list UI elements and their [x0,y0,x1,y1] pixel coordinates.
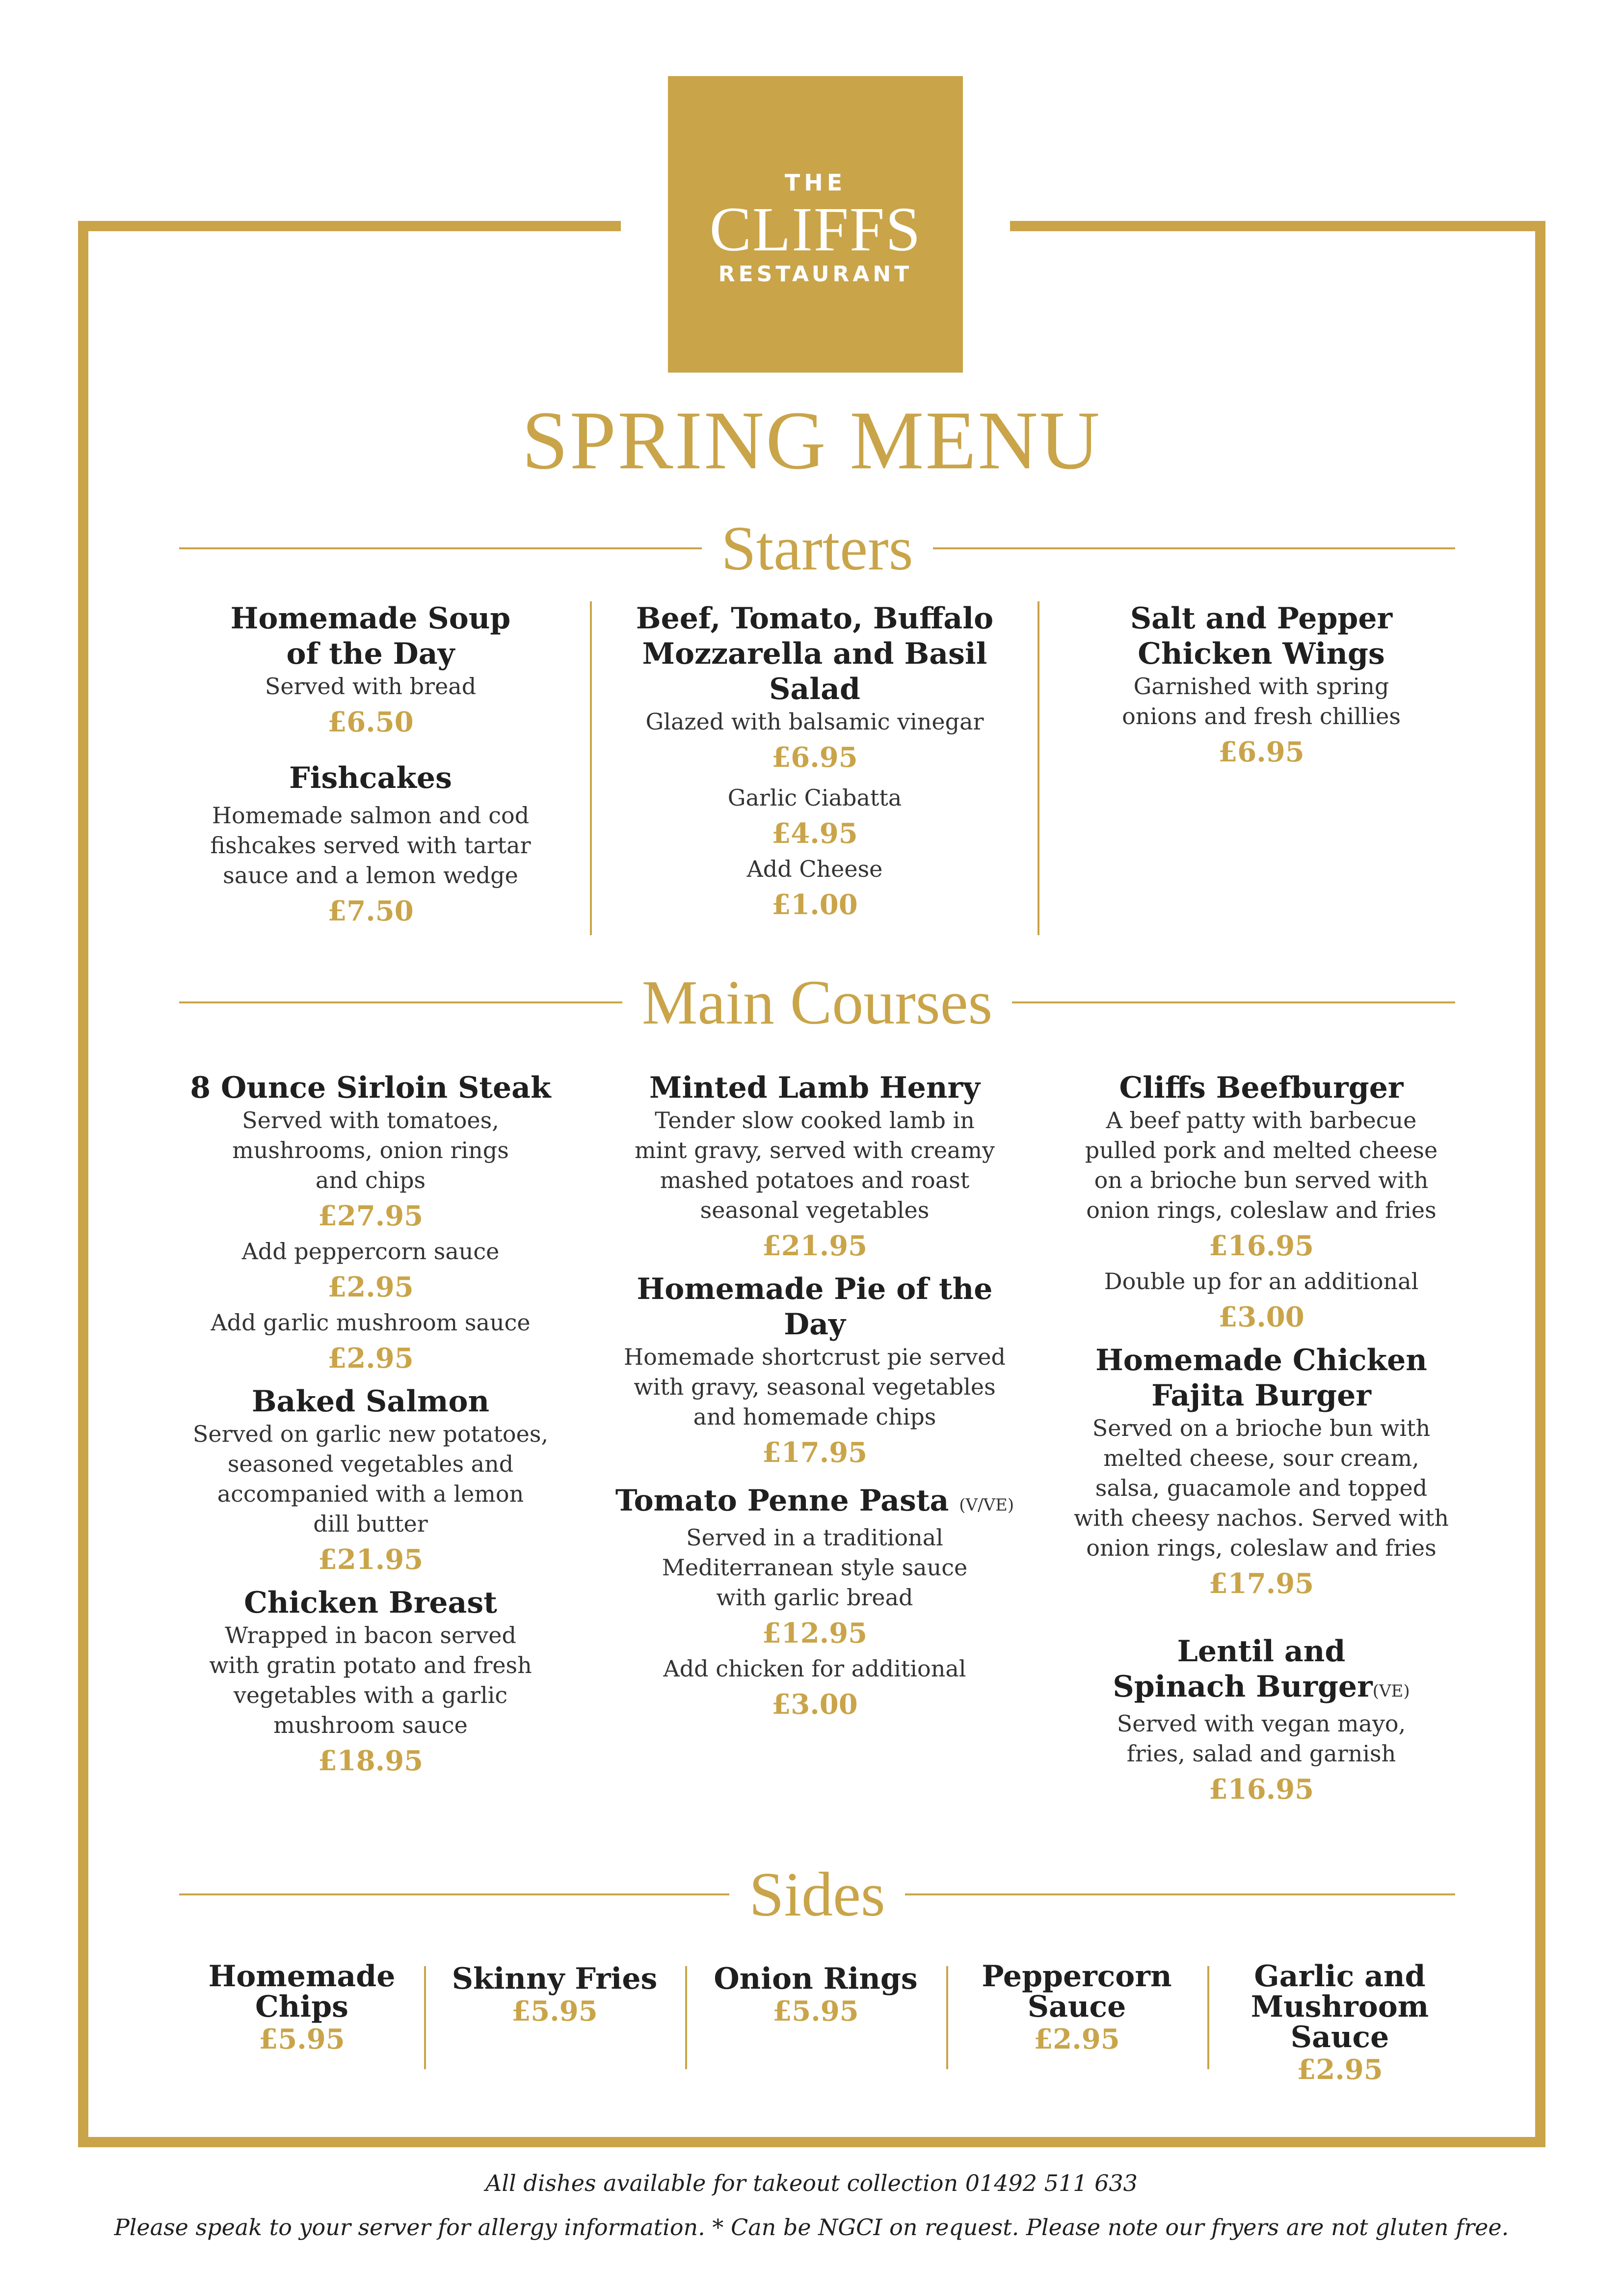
item-price: £6.95 [772,741,858,774]
item-name: Homemade Pie of the Day [637,1272,993,1342]
section-title-sides: Sides [749,1860,885,1929]
dietary-tag: (VE) [1372,1681,1410,1701]
item-price: £2.95 [327,1271,414,1303]
item-desc: Tender slow cooked lamb in [655,1107,975,1134]
mains-heading [179,968,1455,1037]
item-desc: fishcakes served with tartar [210,832,531,859]
side-price: £5.95 [511,1995,598,2027]
item-price: £18.95 [318,1745,424,1777]
item-desc: Served with vegan mayo, [1117,1710,1406,1737]
side-item [693,1964,938,2028]
side-name: Peppercorn [982,1959,1172,1994]
item-price: £3.00 [1218,1301,1304,1333]
restaurant-logo [668,76,963,373]
item-desc: Served with tomatoes, [242,1107,499,1134]
item-desc: seasoned vegetables and [227,1451,514,1477]
column-divider [685,1966,687,2069]
item-desc: accompanied with a lemon [217,1481,524,1507]
item-desc: Glazed with balsamic vinegar [645,708,984,735]
footer-takeout: All dishes available for takeout collection 01492 511 633 [485,2170,1138,2196]
side-name: Garlic and [1254,1959,1426,1994]
item-price: £27.95 [318,1200,424,1232]
item-desc: mushrooms, onion rings [232,1137,509,1163]
divider-line [179,547,702,549]
footer-allergy: Please speak to your server for allergy information. * Can be NGCI on request. Please note our fryers are not gluten free. [114,2214,1509,2241]
item-desc: fries, salad and garnish [1126,1740,1396,1767]
item-desc: onion rings, coleslaw and fries [1086,1535,1437,1561]
item-name: Homemade Chicken [1095,1343,1427,1378]
logo-the: THE [784,169,847,196]
item-price: £16.95 [1208,1230,1314,1262]
section-title-starters: Starters [721,513,913,583]
item-name: Fishcakes [289,761,452,795]
item-price: £4.95 [772,817,858,850]
item-desc: Served on a brioche bun with [1092,1415,1431,1441]
item-name: Homemade Soup [230,601,511,636]
item-name-with-tag [1055,1669,1467,1709]
item-price: £6.50 [327,706,414,738]
side-name: Skinny Fries [452,1962,658,1996]
column-divider [590,601,592,935]
item-price: £16.95 [1208,1773,1314,1806]
item-desc: with garlic bread [716,1584,913,1611]
column-divider [1038,601,1039,935]
item-desc: Homemade salmon and cod [212,802,530,829]
dietary-tag: (V/VE) [959,1495,1014,1515]
item-desc: sauce and a lemon wedge [223,862,518,889]
item-name: Lentil and [1177,1634,1346,1669]
item-price: £21.95 [318,1543,424,1576]
item-name: Cliffs Beefburger [1119,1071,1404,1105]
item-desc: onion rings, coleslaw and fries [1086,1197,1437,1223]
side-name: Sauce [1027,1990,1126,2024]
item-price: £21.95 [762,1230,868,1262]
starters-heading [179,513,1455,583]
item-price: £17.95 [1208,1567,1314,1600]
side-name: Onion Rings [714,1962,918,1996]
item-desc: Served with bread [265,673,477,700]
side-price: £5.95 [259,2023,345,2055]
sides-heading [179,1860,1455,1929]
item-desc: dill butter [313,1511,428,1537]
side-item [954,1961,1199,2056]
divider-line [933,547,1456,549]
item-desc: vegetables with a garlic [233,1682,508,1708]
item-name: Minted Lamb Henry [649,1071,980,1105]
menu-title: SPRING MENU [522,394,1101,486]
item-desc: Garlic Ciabatta [727,784,902,811]
side-item [1212,1961,1467,2087]
starters-column-1 [177,601,564,932]
column-divider [424,1966,426,2069]
item-price: £3.00 [772,1688,858,1721]
side-name: Mushroom Sauce [1251,1990,1429,2054]
item-name: Baked Salmon [251,1384,490,1419]
item-desc: seasonal vegetables [700,1197,930,1223]
side-item [179,1961,425,2056]
side-name: Homemade [208,1959,396,1994]
side-price: £2.95 [1297,2053,1383,2086]
item-price: £2.95 [327,1342,414,1375]
item-desc: Add chicken for additional [663,1655,966,1682]
item-desc: on a brioche bun served with [1094,1167,1429,1193]
side-item [432,1964,677,2028]
item-desc: and chips [315,1167,426,1193]
item-desc: and homemade chips [693,1404,936,1430]
item-name-with-tag [604,1483,1026,1523]
divider-line [905,1893,1455,1895]
item-desc: Double up for an additional [1104,1268,1419,1295]
item-price: £6.95 [1218,736,1304,768]
item-price: £7.50 [327,895,414,927]
item-desc: Add garlic mushroom sauce [211,1309,531,1336]
item-desc: Add peppercorn sauce [241,1238,500,1265]
starters-column-2 [604,601,1026,925]
item-desc: Add Cheese [746,856,883,882]
logo-subtitle: RESTAURANT [718,262,913,287]
item-desc: melted cheese, sour cream, [1103,1445,1419,1471]
item-desc: Wrapped in bacon served [225,1622,516,1648]
item-name: of the Day [286,637,455,671]
mains-column-1 [177,1070,564,1782]
item-desc: onions and fresh chillies [1122,703,1401,729]
divider-line [1012,1001,1455,1003]
side-price: £5.95 [772,1995,859,2027]
item-desc: mint gravy, served with creamy [635,1137,995,1163]
item-price: £1.00 [772,889,858,921]
item-name: Chicken Breast [244,1586,497,1620]
item-desc: A beef patty with barbecue [1106,1107,1417,1134]
item-desc: with gravy, seasonal vegetables [634,1374,996,1400]
column-divider [946,1966,948,2069]
item-name: Beef, Tomato, Buffalo [636,601,994,636]
side-price: £2.95 [1034,2023,1120,2055]
item-name: Fajita Burger [1151,1378,1371,1413]
item-name: Tomato Penne Pasta [615,1484,949,1518]
logo-name: CLIFFS [709,194,922,264]
item-name: Spinach Burger [1113,1670,1373,1704]
item-desc: salsa, guacamole and topped [1095,1475,1428,1501]
item-desc: mushroom sauce [273,1712,468,1738]
item-name: Mozzarella and Basil Salad [642,637,987,706]
item-desc: Served on garlic new potatoes, [192,1421,549,1447]
item-name: Chicken Wings [1138,637,1385,671]
item-price: £12.95 [762,1617,868,1649]
mains-column-2 [604,1070,1026,1725]
divider-line [179,1893,729,1895]
item-name: Salt and Pepper [1130,601,1393,636]
starters-column-3 [1055,601,1467,773]
mains-column-3 [1055,1070,1467,1810]
item-desc: Homemade shortcrust pie served [624,1344,1006,1370]
item-price: £17.95 [762,1436,868,1469]
side-name: Chips [255,1990,348,2024]
item-desc: pulled pork and melted cheese [1085,1137,1438,1163]
item-desc: with gratin potato and fresh [209,1652,532,1678]
item-desc: with cheesy nachos. Served with [1073,1505,1449,1531]
item-desc: Mediterranean style sauce [662,1554,968,1581]
item-name: 8 Ounce Sirloin Steak [190,1071,551,1105]
section-title-mains: Main Courses [641,968,993,1037]
column-divider [1207,1966,1209,2069]
divider-line [179,1001,622,1003]
item-desc: Garnished with spring [1133,673,1389,700]
item-desc: Served in a traditional [686,1524,943,1551]
item-desc: mashed potatoes and roast [660,1167,970,1193]
